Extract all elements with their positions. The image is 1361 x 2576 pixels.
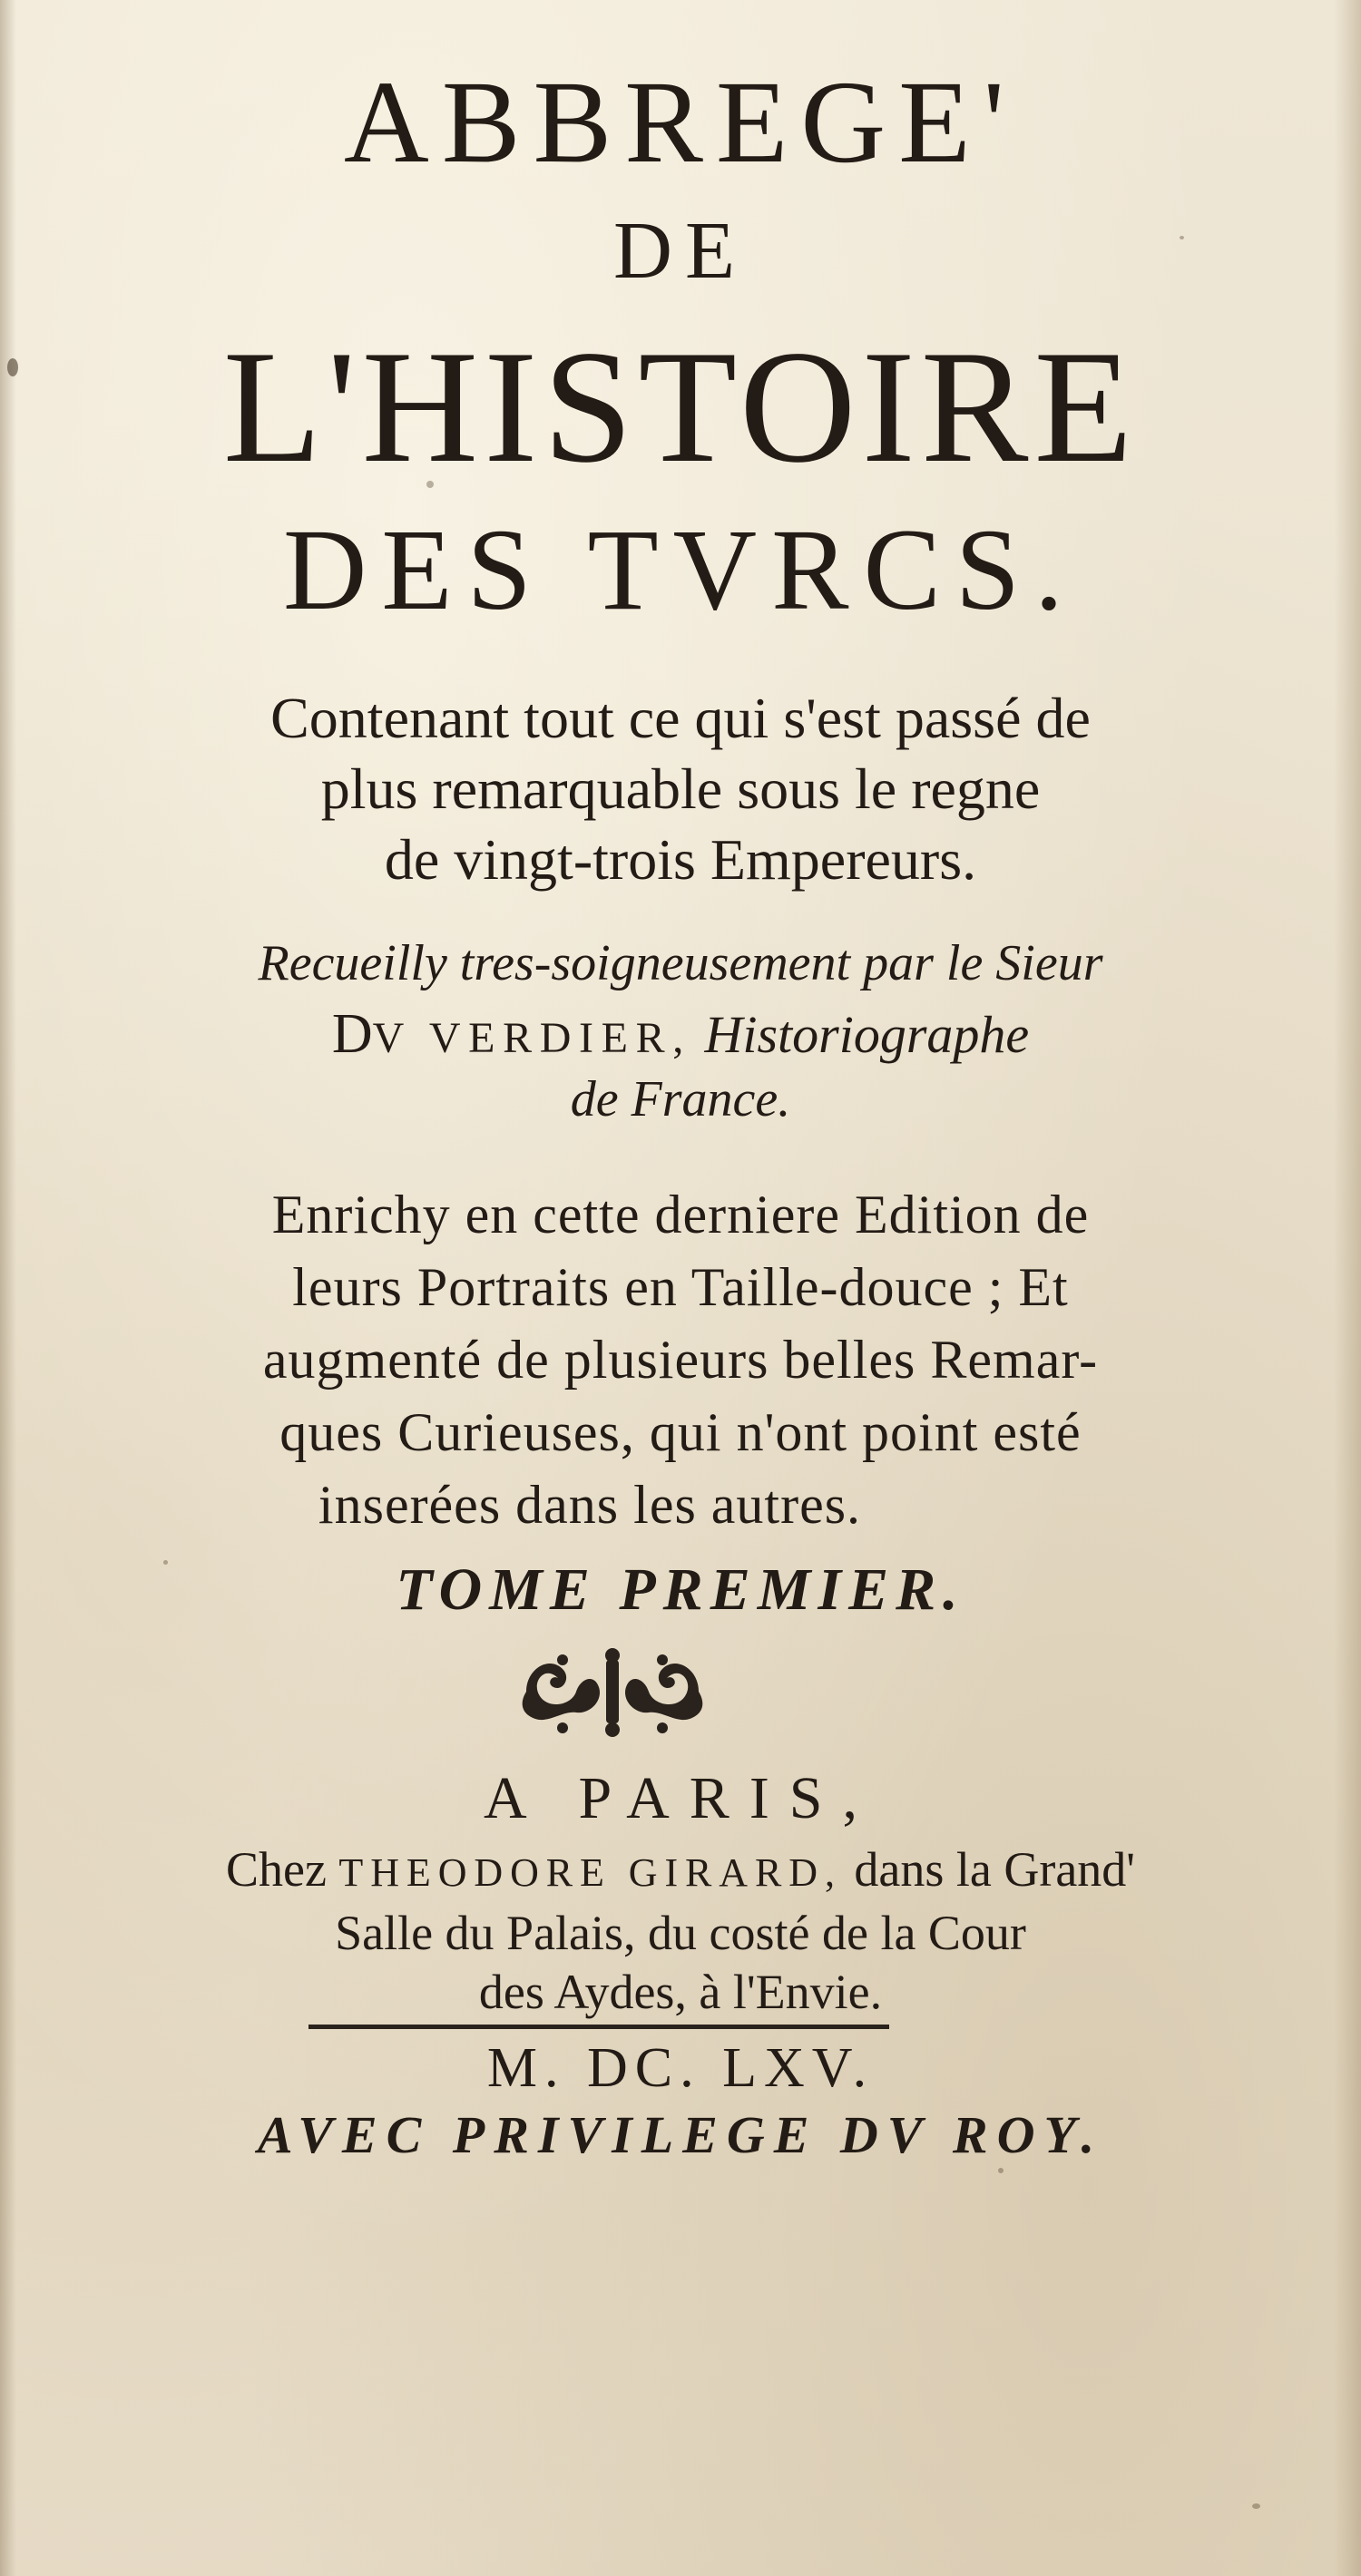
privilege-line: AVEC PRIVILEGE DV ROY. <box>257 2105 1104 2164</box>
author-name-initial: D <box>331 1003 373 1065</box>
title-line-abbrege: ABBREGE' <box>343 57 1018 188</box>
author-title: Historiographe <box>704 1005 1030 1064</box>
author-name-rest: V VERDIER, <box>372 1014 691 1062</box>
paper-speck <box>1180 236 1184 239</box>
title-line-de: DE <box>613 206 748 296</box>
imprint-year: M. DC. LXV. <box>486 2037 875 2099</box>
title-line-histoire: L'HISTOIRE <box>222 317 1139 496</box>
title-line-des-turcs: DES TVRCS. <box>282 505 1079 634</box>
subtitle-line-1: Contenant tout ce qui s'est passé de <box>270 686 1091 750</box>
publisher-line-3: des Aydes, à l'Envie. <box>478 1965 883 2019</box>
author-line-1: Recueilly tres-soigneusement par le Sieur <box>258 935 1103 991</box>
author-line-3: de France. <box>570 1071 791 1127</box>
subtitle-line-3: de vingt-trois Empereurs. <box>384 827 977 892</box>
edition-line-4: ques Curieuses, qui n'ont point esté <box>279 1402 1082 1462</box>
paper-speck <box>7 358 18 376</box>
publisher-location-start: dans la Grand' <box>854 1842 1136 1897</box>
paper-speck <box>426 481 434 488</box>
imprint-rule <box>308 2025 889 2029</box>
publisher-line-1 <box>0 1841 1361 1898</box>
author-line-2 <box>0 1002 1361 1067</box>
edition-line-2: leurs Portraits en Taille-douce ; Et <box>292 1257 1069 1317</box>
paper-speck <box>1252 2503 1260 2509</box>
paper-speck <box>163 1560 168 1565</box>
edition-line-1: Enrichy en cette derniere Edition de <box>271 1185 1090 1244</box>
imprint-place: A PARIS, <box>483 1765 878 1831</box>
publisher-chez: Chez <box>225 1842 327 1897</box>
volume-label: TOME PREMIER. <box>396 1556 965 1623</box>
paper-speck <box>998 2168 1004 2173</box>
subtitle-line-2: plus remarquable sous le regne <box>320 756 1041 821</box>
printers-ornament <box>508 1642 717 1742</box>
edition-line-5: inserées dans les autres. <box>318 1475 862 1535</box>
edition-line-3: augmenté de plusieurs belles Remar- <box>262 1330 1099 1390</box>
publisher-name: THEODORE GIRARD, <box>338 1850 842 1895</box>
publisher-line-2: Salle du Palais, du costé de la Cour <box>335 1906 1026 1960</box>
